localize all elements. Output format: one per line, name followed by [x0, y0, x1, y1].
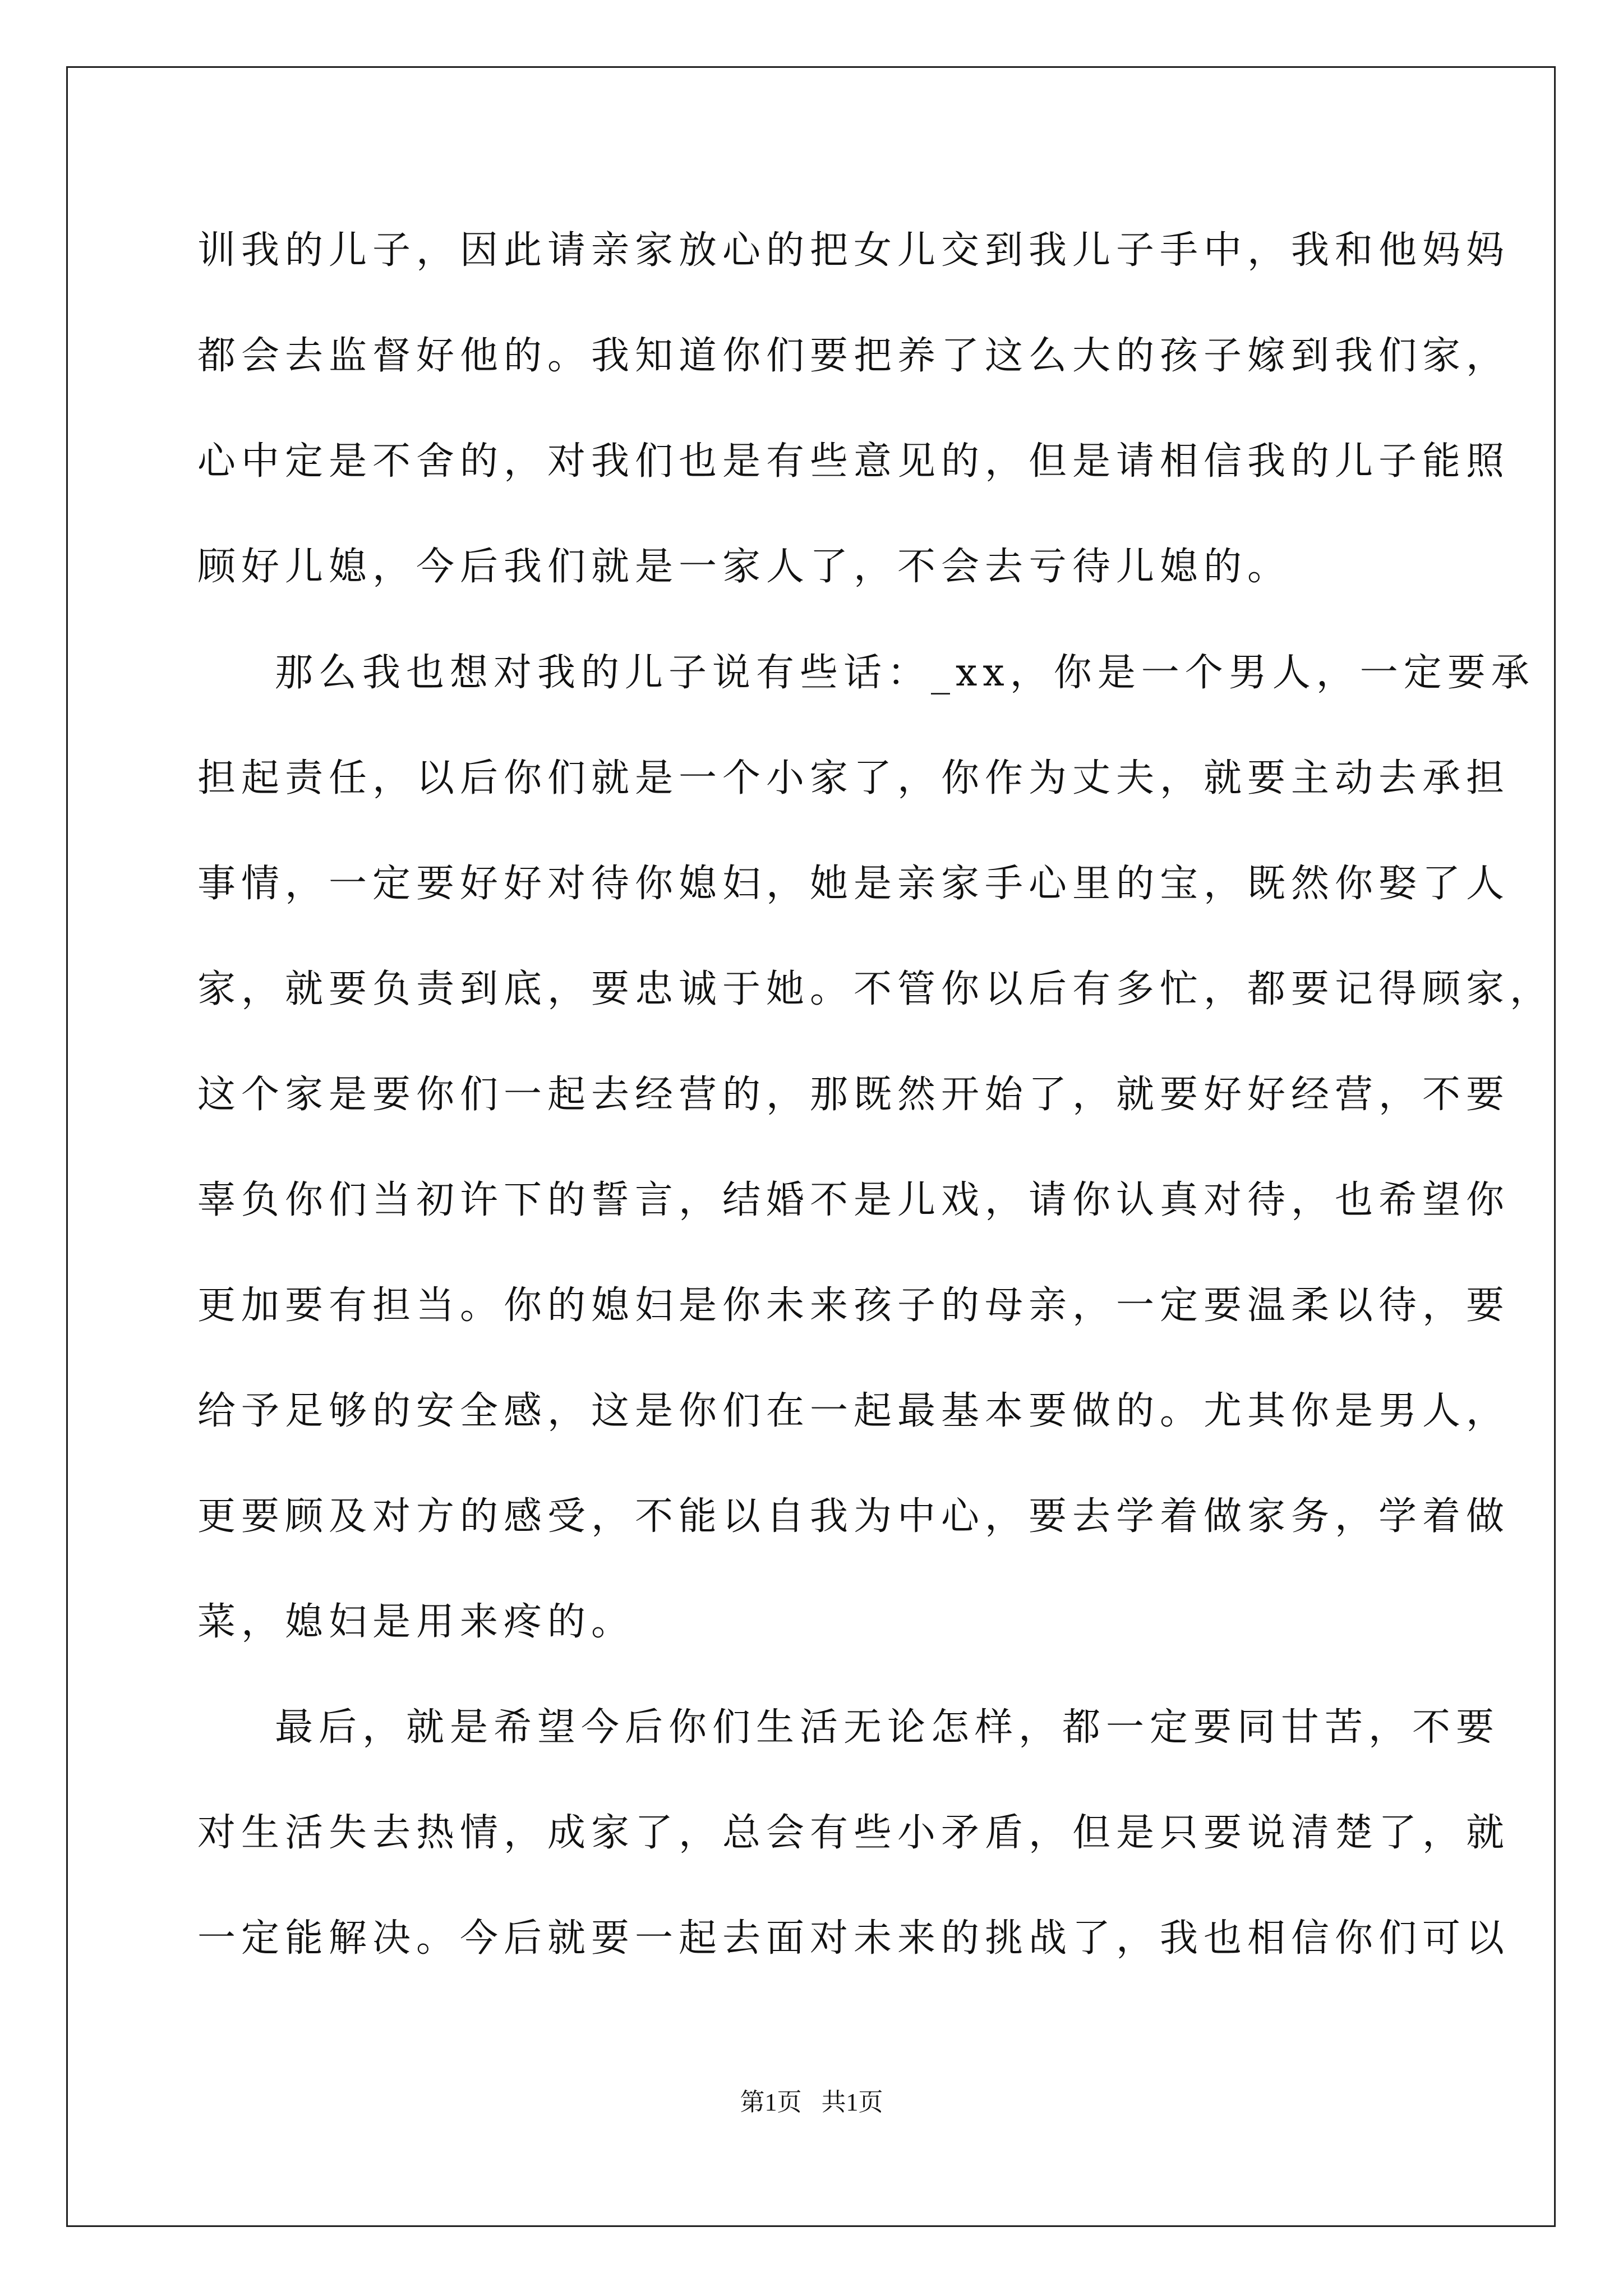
text-line: 对生活失去热情，成家了，总会有些小矛盾，但是只要说清楚了，就: [197, 1811, 1510, 1855]
text-line: 更加要有担当。你的媳妇是你未来孩子的母亲，一定要温柔以待，要: [197, 1283, 1510, 1328]
page-number: 第1页: [740, 2088, 802, 2116]
page-footer: [0, 2086, 1623, 2119]
text-line: 事情，一定要好好对待你媳妇，她是亲家手心里的宝，既然你娶了人: [197, 862, 1510, 906]
text-line: 家，就要负责到底，要忠诚于她。不管你以后有多忙，都要记得顾家，: [197, 967, 1554, 1011]
text-line: 更要顾及对方的感受，不能以自我为中心，要去学着做家务，学着做: [197, 1494, 1510, 1539]
text-line: 都会去监督好他的。我知道你们要把养了这么大的孩子嫁到我们家，: [197, 334, 1510, 378]
text-line: 菜，媳妇是用来疼的。: [197, 1600, 635, 1644]
text-line: 一定能解决。今后就要一起去面对未来的挑战了，我也相信你们可以: [197, 1916, 1510, 1961]
text-line: 顾好儿媳，今后我们就是一家人了，不会去亏待儿媳的。: [197, 545, 1292, 589]
text-line: 训我的儿子，因此请亲家放心的把女儿交到我儿子手中，我和他妈妈: [197, 228, 1510, 273]
paragraph-first-line: 最后，就是希望今后你们生活无论怎样，都一定要同甘苦，不要: [275, 1705, 1500, 1750]
text-line: 心中定是不舍的，对我们也是有些意见的，但是请相信我的儿子能照: [197, 439, 1510, 484]
page-total: 共1页: [821, 2088, 883, 2116]
text-line: 担起责任，以后你们就是一个小家了，你作为丈夫，就要主动去承担: [197, 756, 1510, 800]
text-line: 这个家是要你们一起去经营的，那既然开始了，就要好好经营，不要: [197, 1073, 1510, 1117]
text-line: 辜负你们当初许下的誓言，结婚不是儿戏，请你认真对待，也希望你: [197, 1178, 1510, 1222]
page-border: [66, 66, 1556, 2227]
text-line: 给予足够的安全感，这是你们在一起最基本要做的。尤其你是男人，: [197, 1389, 1510, 1433]
paragraph-first-line: 那么我也想对我的儿子说有些话：_xx，你是一个男人，一定要承: [275, 651, 1535, 695]
